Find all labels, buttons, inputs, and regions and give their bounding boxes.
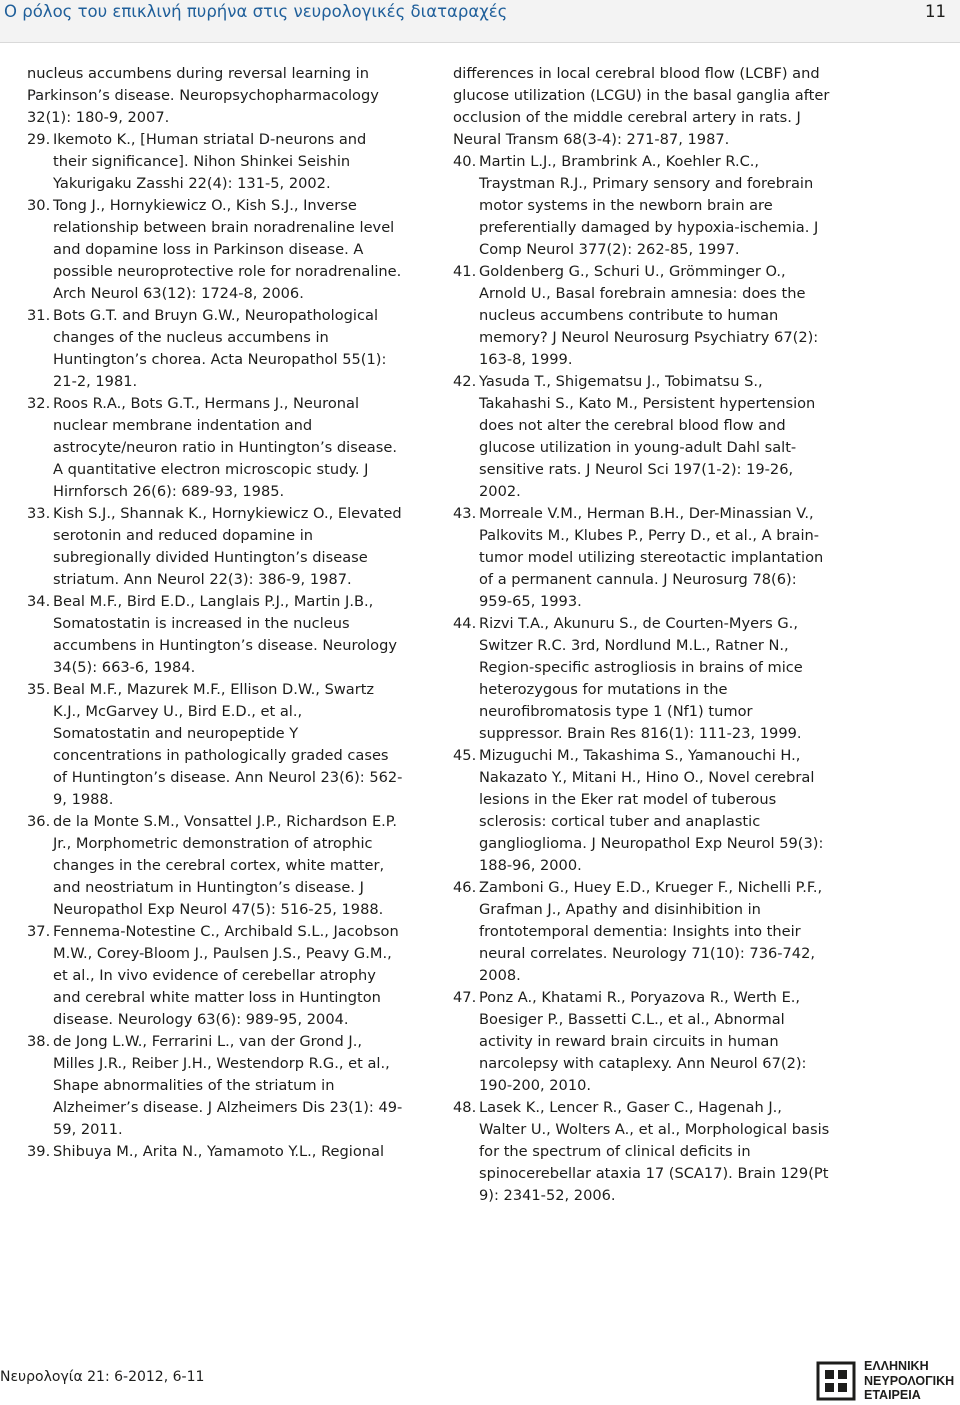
running-title: Ο ρόλος του επικλινή πυρήνα στις νευρολογικές διαταραχές bbox=[4, 2, 508, 21]
journal-citation: Νευρολογία 21: 6-2012, 6-11 bbox=[0, 1369, 205, 1385]
reference-text: Lasek K., Lencer R., Gaser C., Hagenah J., Walter U., Wolters A., et al., Morphological basis for the spectrum of clinical deficits in spinocerebellar ataxia 17 (SCA17). Brain 129(Pt 9): 2341-52, 2006. bbox=[479, 1099, 830, 1204]
reference-text: Ikemoto K., [Human striatal D-neurons and their significance]. Nihon Shinkei Seishin Yakurigaku Zasshi 22(4): 131-5, 2002. bbox=[53, 131, 367, 192]
reference-item bbox=[453, 151, 831, 261]
reference-item bbox=[453, 745, 831, 877]
reference-number: 39. bbox=[27, 1143, 51, 1160]
reference-text: Zamboni G., Huey E.D., Krueger F., Nichelli P.F., Grafman J., Apathy and disinhibition in frontotemporal dementia: Insights into their neural correlates. Neurology 71(10): 736-742, 2008. bbox=[479, 879, 823, 984]
reference-number: 35. bbox=[27, 681, 51, 698]
reference-text: differences in local cerebral blood flow (LCBF) and glucose utilization (LCGU) in the basal ganglia after occlusion of the middle cerebral artery in rats. J Neural Transm 68(3-4): 271-87, 1987. bbox=[453, 65, 830, 148]
reference-item bbox=[453, 503, 831, 613]
reference-text: Kish S.J., Shannak K., Hornykiewicz O., Elevated serotonin and reduced dopamine in subregionally divided Huntington’s disease striatum. Ann Neurol 22(3): 386-9, 1987. bbox=[53, 505, 402, 588]
reference-text: Fennema-Notestine C., Archibald S.L., Jacobson M.W., Corey-Bloom J., Paulsen J.S., Peavy G.M., et al., In vivo evidence of cerebellar atrophy and cerebral white matter loss in Huntington disease. Neurology 63(6): 989-95, 2004. bbox=[53, 923, 399, 1028]
reference-number: 47. bbox=[453, 989, 477, 1006]
reference-number: 42. bbox=[453, 373, 477, 390]
reference-text: Tong J., Hornykiewicz O., Kish S.J., Inverse relationship between brain noradrenaline level and dopamine loss in Parkinson disease. A possible neuroprotective role for noradrenaline. Arch Neurol 63(12): 1724-8, 2006. bbox=[53, 197, 402, 302]
reference-text: de Jong L.W., Ferrarini L., van der Grond J., Milles J.R., Reiber J.H., Westendorp R.G., et al., Shape abnormalities of the striatum in Alzheimer’s disease. J Alzheimers Dis 23(1): 49-59, 2011. bbox=[53, 1033, 403, 1138]
reference-item bbox=[27, 305, 404, 393]
reference-number: 44. bbox=[453, 615, 477, 632]
reference-number: 38. bbox=[27, 1033, 51, 1050]
reference-item bbox=[453, 1097, 831, 1207]
reference-number: 34. bbox=[27, 593, 51, 610]
logo-line: ΝΕΥΡΟΛΟΓΙΚΗ bbox=[864, 1373, 955, 1388]
reference-text: Martin L.J., Brambrink A., Koehler R.C., Traystman R.J., Primary sensory and forebrain motor systems in the newborn brain are preferentially damaged by hypoxia-ischemia. J Comp Neurol 377(2): 262-85, 1997. bbox=[479, 153, 819, 258]
logo-line: ΕΛΛΗΝΙΚΗ bbox=[864, 1359, 929, 1373]
reference-text: de la Monte S.M., Vonsattel J.P., Richardson E.P. Jr., Morphometric demonstration of atrophic changes in the cerebral cortex, white matter, and neostriatum in Huntington’s disease. J Neuropathol Exp Neurol 47(5): 516-25, 1988. bbox=[53, 813, 397, 918]
reference-text: Beal M.F., Mazurek M.F., Ellison D.W., Swartz K.J., McGarvey U., Bird E.D., et al., Somatostatin and neuropeptide Y concentrations in pathologically graded cases of Huntington’s disease. Ann Neurol 23(6): 562-9, 1988. bbox=[53, 681, 403, 808]
reference-text: nucleus accumbens during reversal learning in Parkinson’s disease. Neuropsychopharmacology 32(1): 180-9, 2007. bbox=[27, 65, 379, 126]
reference-number: 43. bbox=[453, 505, 477, 522]
reference-item bbox=[453, 613, 831, 745]
reference-item bbox=[27, 1031, 404, 1141]
reference-text: Bots G.T. and Bruyn G.W., Neuropathological changes of the nucleus accumbens in Huntington’s chorea. Acta Neuropathol 55(1): 21-2, 1981. bbox=[53, 307, 387, 390]
reference-number: 31. bbox=[27, 307, 51, 324]
reference-number: 36. bbox=[27, 813, 51, 830]
reference-item bbox=[27, 591, 404, 679]
reference-item bbox=[453, 63, 831, 151]
society-logo-icon bbox=[816, 1361, 856, 1401]
reference-item bbox=[27, 393, 404, 503]
references-left-column bbox=[27, 63, 404, 1163]
reference-text: Mizuguchi M., Takashima S., Yamanouchi H., Nakazato Y., Mitani H., Hino O., Novel cerebral lesions in the Eker rat model of tuberous sclerosis: cortical tuber and anaplastic ganglioglioma. J Neuropathol Exp Neurol 59(3): 188-96, 2000. bbox=[479, 747, 824, 874]
logo-line: ΕΤΑΙΡΕΙΑ bbox=[864, 1388, 921, 1402]
reference-number: 33. bbox=[27, 505, 51, 522]
reference-text: Shibuya M., Arita N., Yamamoto Y.L., Regional bbox=[53, 1143, 385, 1160]
reference-item bbox=[27, 811, 404, 921]
reference-number: 41. bbox=[453, 263, 477, 280]
reference-item bbox=[27, 503, 404, 591]
reference-number: 29. bbox=[27, 131, 51, 148]
reference-item bbox=[453, 261, 831, 371]
reference-item bbox=[27, 921, 404, 1031]
reference-text: Goldenberg G., Schuri U., Grömminger O., Arnold U., Basal forebrain amnesia: does the nucleus accumbens contribute to human memory? J Neurol Neurosurg Psychiatry 67(2): 163-8, 1999. bbox=[479, 263, 819, 368]
reference-number: 48. bbox=[453, 1099, 477, 1116]
reference-text: Beal M.F., Bird E.D., Langlais P.J., Martin J.B., Somatostatin is increased in the nucleus accumbens in Huntington’s disease. Neurology 34(5): 663-6, 1984. bbox=[53, 593, 398, 676]
reference-text: Roos R.A., Bots G.T., Hermans J., Neuronal nuclear membrane indentation and astrocyte/neuron ratio in Huntington’s disease. A quantitative electron microscopic study. J Hirnforsch 26(6): 689-93, 1985. bbox=[53, 395, 397, 500]
reference-number: 45. bbox=[453, 747, 477, 764]
reference-number: 32. bbox=[27, 395, 51, 412]
society-logo-text bbox=[864, 1359, 954, 1403]
reference-number: 46. bbox=[453, 879, 477, 896]
references-right-column bbox=[453, 63, 831, 1207]
reference-item bbox=[453, 987, 831, 1097]
reference-text: Yasuda T., Shigematsu J., Tobimatsu S., Takahashi S., Kato M., Persistent hypertension does not alter the cerebral blood flow and glucose utilization in young-adult Dahl salt-sensitive rats. J Neurol Sci 197(1-2): 19-26, 2002. bbox=[479, 373, 816, 500]
reference-item bbox=[27, 63, 404, 129]
reference-item bbox=[27, 679, 404, 811]
reference-item bbox=[453, 371, 831, 503]
page-header bbox=[0, 0, 960, 43]
reference-number: 30. bbox=[27, 197, 51, 214]
reference-item bbox=[27, 195, 404, 305]
reference-item bbox=[27, 129, 404, 195]
reference-number: 37. bbox=[27, 923, 51, 940]
reference-number: 40. bbox=[453, 153, 477, 170]
reference-text: Rizvi T.A., Akunuru S., de Courten-Myers G., Switzer R.C. 3rd, Nordlund M.L., Ratner N., Region-specific astrogliosis in brains of mice heterozygous for mutations in the neurofibromatosis type 1 (Nf1) tumor suppressor. Brain Res 816(1): 111-23, 1999. bbox=[479, 615, 803, 742]
society-logo bbox=[816, 1357, 960, 1405]
reference-item bbox=[453, 877, 831, 987]
reference-item bbox=[27, 1141, 404, 1163]
reference-text: Morreale V.M., Herman B.H., Der-Minassian V., Palkovits M., Klubes P., Perry D., et al., A brain-tumor model utilizing stereotactic implantation of a permanent cannula. J Neurosurg 78(6): 959-65, 1993. bbox=[479, 505, 824, 610]
page-number: 11 bbox=[925, 2, 946, 21]
reference-text: Ponz A., Khatami R., Poryazova R., Werth E., Boesiger P., Bassetti C.L., et al., Abnormal activity in reward brain circuits in human narcolepsy with cataplexy. Ann Neurol 67(2): 190-200, 2010. bbox=[479, 989, 807, 1094]
